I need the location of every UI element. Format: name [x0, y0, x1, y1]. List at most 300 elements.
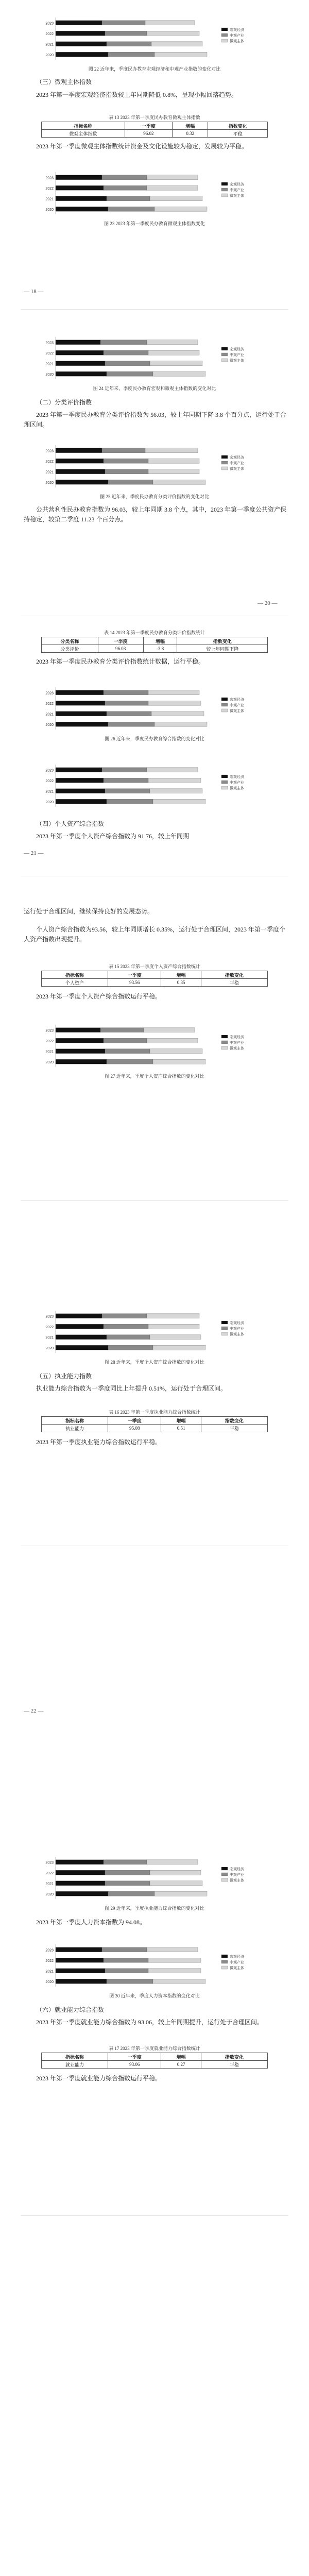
- bar-segment: [147, 1038, 198, 1043]
- bar-segment: [148, 701, 201, 705]
- chart-1: [41, 15, 268, 62]
- legend-swatch: [221, 1960, 228, 1963]
- bar-segment: [56, 361, 105, 366]
- table-row: [42, 130, 268, 138]
- legend-label: 中观产业: [230, 1873, 244, 1877]
- legend-swatch: [221, 1035, 228, 1038]
- table-header-cell: 指标名称: [42, 971, 108, 979]
- y-tick-label: 2023: [45, 1861, 54, 1865]
- bar-segment: [147, 340, 198, 345]
- chart-7: [41, 1023, 268, 1069]
- table-5: [41, 2053, 268, 2069]
- legend-label: 宏观经济: [230, 1955, 244, 1959]
- page-divider: [21, 1200, 288, 1201]
- y-tick-label: 2021: [45, 1336, 54, 1340]
- legend-swatch: [221, 1873, 228, 1876]
- table-header-cell: 增幅: [161, 2053, 201, 2061]
- stacked-bar-chart: [41, 443, 268, 489]
- page-number: — 22 —: [24, 1708, 44, 1714]
- paragraph: 2023 年第一季度执业能力综合指数运行平稳。: [36, 1438, 162, 1446]
- bar-segment: [56, 1860, 104, 1865]
- bar-segment: [56, 1891, 108, 1896]
- bar-segment: [56, 1038, 104, 1043]
- legend-swatch: [221, 1327, 228, 1330]
- y-tick-label: 2023: [45, 1029, 54, 1033]
- bar-segment: [56, 175, 102, 180]
- paragraph: 公共营利性民办教育指数为 96.03，较上年同期 3.8 个点，其中，2023 年第一季度公共资产保持稳定，较第二季度 11.23 个百分点。: [24, 506, 287, 523]
- legend-label: 中观产业: [230, 461, 244, 465]
- paragraph: 2023 年第一季度个人资产综合指数运行平稳。: [36, 993, 162, 1000]
- bar-segment: [150, 1881, 202, 1886]
- bar-segment: [107, 196, 150, 201]
- table-5-title: 表 17 2023 年第一季度就业能力综合指数统计: [109, 2046, 200, 2051]
- table-cell: 平稳: [201, 1425, 267, 1432]
- table-header-cell: 一季度: [108, 2053, 161, 2061]
- bar-segment: [56, 42, 107, 46]
- table-header-cell: 一季度: [108, 1417, 161, 1425]
- y-tick-label: 2020: [45, 1892, 54, 1896]
- bar-segment: [104, 350, 148, 355]
- bar-segment: [56, 1049, 105, 1054]
- bar-segment: [154, 1891, 207, 1896]
- bar-segment: [108, 722, 154, 726]
- y-tick-label: 2021: [45, 470, 54, 474]
- bar-segment: [56, 1345, 108, 1350]
- bar-segment: [104, 459, 148, 463]
- bar-segment: [147, 1860, 198, 1865]
- bar-segment: [56, 1947, 102, 1952]
- y-tick-label: 2021: [45, 1970, 54, 1974]
- table-4-title: 表 16 2023 年第一季度执业能力综合指数统计: [109, 1410, 200, 1415]
- legend-label: 微观主体: [230, 194, 244, 198]
- bar-segment: [56, 459, 104, 463]
- page-number: — 18 —: [24, 289, 44, 295]
- paragraph: 2023 年第一季度人力资本指数为 94.08。: [36, 1919, 146, 1926]
- bar-segment: [148, 1958, 201, 1962]
- legend-label: 中观产业: [230, 188, 244, 192]
- section-heading: （四）个人资产综合指数: [36, 820, 105, 827]
- legend-swatch: [221, 698, 228, 701]
- section-heading: （五）执业能力指数: [36, 1372, 92, 1380]
- bar-segment: [153, 1345, 205, 1350]
- paragraph: 2023 年第一季度就业能力综合指数为 93.06，较上年同期提升，运行处于合理区间。: [36, 2019, 264, 2026]
- table-cell: 就业能力: [42, 2061, 108, 2069]
- y-tick-label: 2022: [45, 1325, 54, 1329]
- bar-segment: [56, 480, 108, 484]
- legend-swatch: [221, 461, 228, 464]
- legend-label: 微观主体: [230, 359, 244, 363]
- chart-9-caption: 图 29 近年来，季度执业能力综合指数的变化对比: [105, 1906, 204, 1911]
- chart-5: [41, 685, 268, 732]
- legend-swatch: [221, 1878, 228, 1882]
- stacked-bar-chart: [41, 170, 268, 216]
- section-heading: （六）就业能力综合指数: [36, 2006, 105, 2013]
- chart-8-caption: 图 28 近年来，季度个人资产综合指数的变化对比: [105, 1360, 204, 1365]
- table-cell: 个人资产: [42, 979, 108, 987]
- bar-segment: [104, 778, 148, 783]
- bar-segment: [144, 1028, 195, 1032]
- bar-segment: [100, 1028, 144, 1032]
- bar-segment: [145, 448, 198, 453]
- table-header-cell: 指标名称: [42, 1417, 108, 1425]
- bar-segment: [56, 778, 104, 783]
- bar-segment: [104, 1038, 147, 1043]
- bar-segment: [107, 711, 151, 716]
- table-header-cell: 指数变化: [177, 637, 268, 645]
- table-header-cell: 指标名称: [42, 2053, 108, 2061]
- table-row: [42, 979, 268, 987]
- chart-7-caption: 图 27 近年来，季度个人资产综合指数的变化对比: [105, 1074, 204, 1079]
- bar-segment: [56, 1870, 105, 1875]
- bar-segment: [105, 1881, 150, 1886]
- table-cell: 分类评价: [42, 645, 98, 653]
- bar-segment: [56, 1881, 105, 1886]
- legend-label: 宏观经济: [230, 28, 244, 32]
- chart-6: [41, 762, 268, 809]
- y-tick-label: 2022: [45, 351, 54, 355]
- bar-segment: [147, 175, 198, 180]
- bar-segment: [107, 1335, 150, 1340]
- bar-segment: [147, 1314, 199, 1318]
- paragraph: 2023 年第一季度民办教育分类评价指数为 56.03，较上年同期下降 3.8 个百分点，运行处于合理区间。: [24, 411, 287, 428]
- table-2-title: 表 14 2023 年第一季度民办教育分类评价指数统计: [104, 630, 205, 635]
- legend-label: 宏观经济: [230, 1035, 244, 1039]
- bar-segment: [56, 1028, 100, 1032]
- bar-segment: [56, 371, 107, 376]
- bar-segment: [148, 690, 199, 695]
- y-tick-label: 2021: [45, 43, 54, 47]
- table-header-cell: 增幅: [161, 1417, 201, 1425]
- table-header-cell: 一季度: [98, 637, 143, 645]
- table-row: [42, 2061, 268, 2069]
- bar-segment: [56, 711, 107, 716]
- bar-segment: [154, 722, 207, 726]
- table-cell: 0.35: [161, 979, 201, 987]
- chart-2: [41, 170, 268, 216]
- table-header-cell: 一季度: [125, 122, 172, 130]
- chart-10: [41, 1942, 268, 1989]
- bar-segment: [108, 52, 154, 57]
- y-tick-label: 2022: [45, 32, 54, 36]
- bar-segment: [100, 340, 147, 345]
- paragraph: 个人资产综合指数为93.56，较上年同期增长 0.35%，运行处于合理区间，2023 年第一季度个人资产指数出现提升。: [24, 926, 285, 943]
- bar-segment: [56, 469, 105, 474]
- bar-segment: [56, 1958, 104, 1962]
- stacked-bar-chart: [41, 335, 268, 381]
- bar-segment: [147, 31, 199, 36]
- y-tick-label: 2023: [45, 449, 54, 453]
- y-tick-label: 2022: [45, 460, 54, 464]
- y-tick-label: 2023: [45, 1948, 54, 1953]
- table-header-cell: 分类名称: [42, 637, 98, 645]
- bar-segment: [105, 1870, 150, 1875]
- y-tick-label: 2020: [45, 723, 54, 727]
- bar-segment: [102, 448, 145, 453]
- legend-label: 中观产业: [230, 1041, 244, 1045]
- stacked-bar-chart: [41, 1023, 268, 1069]
- bar-segment: [56, 1059, 107, 1064]
- legend-label: 微观主体: [230, 39, 244, 43]
- legend-swatch: [221, 1332, 228, 1335]
- y-tick-label: 2021: [45, 362, 54, 366]
- bar-segment: [56, 196, 107, 201]
- bar-segment: [147, 768, 198, 772]
- section-heading: （二）分类评价指数: [36, 399, 92, 406]
- bar-segment: [108, 207, 154, 211]
- table-cell: 0.51: [161, 1425, 201, 1432]
- chart-4: [41, 443, 268, 489]
- stacked-bar-chart: [41, 1942, 268, 1989]
- bar-segment: [145, 21, 195, 25]
- chart-5-caption: 图 26 近年来，季度民办教育综合指数的变化对比: [105, 736, 204, 741]
- bar-segment: [105, 1049, 150, 1054]
- legend-label: 宏观经济: [230, 455, 244, 460]
- legend-label: 微观主体: [230, 1046, 244, 1050]
- bar-segment: [56, 52, 108, 57]
- table-header-cell: 一季度: [108, 971, 161, 979]
- bar-segment: [150, 789, 202, 793]
- table-cell: 93.56: [108, 979, 161, 987]
- y-tick-label: 2021: [45, 1882, 54, 1886]
- y-tick-label: 2023: [45, 176, 54, 180]
- table-1-title: 表 13 2023 年第一季度民办教育微观主体指数: [109, 115, 200, 120]
- table-header-cell: 指数变化: [201, 1417, 267, 1425]
- legend-label: 中观产业: [230, 781, 244, 785]
- y-tick-label: 2022: [45, 779, 54, 783]
- table-cell: 96.03: [98, 645, 143, 653]
- y-tick-label: 2023: [45, 341, 54, 345]
- bar-segment: [147, 1947, 198, 1952]
- bar-segment: [150, 361, 202, 366]
- bar-segment: [56, 1969, 105, 1973]
- legend-swatch: [221, 786, 228, 789]
- legend-swatch: [221, 781, 228, 784]
- bar-segment: [104, 1860, 147, 1865]
- legend-label: 微观主体: [230, 1966, 244, 1970]
- bar-segment: [148, 778, 201, 783]
- paragraph: 执业能力综合指数为一季度同比上年提升 0.51%，运行处于合理区间。: [36, 1385, 227, 1392]
- paragraph: 2023 年第一季度就业能力综合指数运行平稳。: [36, 2075, 162, 2082]
- table-2: [41, 637, 268, 653]
- chart-4-caption: 图 25 近年来，季度民办教育分类评价指数的变化对比: [100, 494, 209, 499]
- bar-segment: [56, 185, 104, 190]
- bar-segment: [107, 1059, 153, 1064]
- legend-label: 宏观经济: [230, 1867, 244, 1871]
- table-cell: 平稳: [201, 2061, 267, 2069]
- bar-segment: [56, 350, 104, 355]
- bar-segment: [104, 690, 148, 695]
- table-cell: 较上年同期下降: [177, 645, 268, 653]
- stacked-bar-chart: [41, 762, 268, 809]
- bar-segment: [56, 722, 108, 726]
- y-tick-label: 2022: [45, 1871, 54, 1875]
- bar-segment: [150, 1049, 202, 1054]
- bar-segment: [148, 1969, 201, 1973]
- legend-swatch: [221, 1966, 228, 1969]
- legend-swatch: [221, 353, 228, 356]
- table-cell: 95.08: [108, 1425, 161, 1432]
- paragraph: 2023 年第一季度宏观经济指数较上年同期降低 0.8%，呈现小幅回落趋势。: [36, 91, 237, 98]
- bar-segment: [102, 1947, 147, 1952]
- table-cell: 93.06: [108, 2061, 161, 2069]
- bar-segment: [105, 1969, 148, 1973]
- y-tick-label: 2022: [45, 702, 54, 706]
- chart-2-caption: 图 23 2023 年第一季度民办教育微观主体指数变化: [104, 221, 205, 226]
- legend-label: 微观主体: [230, 467, 244, 471]
- legend-swatch: [221, 775, 228, 778]
- legend-swatch: [221, 467, 228, 470]
- bar-segment: [56, 1314, 102, 1318]
- bar-segment: [104, 1324, 148, 1329]
- table-header-cell: 增幅: [161, 971, 201, 979]
- stacked-bar-chart: [41, 685, 268, 732]
- bar-segment: [147, 185, 198, 190]
- bar-segment: [151, 711, 204, 716]
- bar-segment: [56, 1324, 104, 1329]
- y-tick-label: 2020: [45, 208, 54, 212]
- chart-9: [41, 1855, 268, 1901]
- bar-segment: [56, 690, 104, 695]
- y-tick-label: 2023: [45, 1315, 54, 1319]
- bar-segment: [108, 480, 153, 484]
- page-divider: [21, 2215, 288, 2216]
- chart-10-caption: 图 30 近年来，季度人力资本指数的变化对比: [109, 1993, 200, 1998]
- bar-segment: [153, 799, 205, 804]
- table-3-title: 表 15 2023 年第一季度个人资产综合指数统计: [109, 964, 200, 969]
- table-cell: 平稳: [201, 979, 267, 987]
- bar-segment: [102, 21, 145, 25]
- bar-segment: [105, 361, 150, 366]
- legend-label: 微观主体: [230, 1878, 244, 1883]
- legend-swatch: [221, 182, 228, 185]
- legend-label: 微观主体: [230, 786, 244, 790]
- table-header-cell: 指标名称: [42, 122, 125, 130]
- bar-segment: [148, 1324, 199, 1329]
- y-tick-label: 2022: [45, 1959, 54, 1963]
- legend-swatch: [221, 359, 228, 362]
- bar-segment: [102, 768, 147, 772]
- legend-label: 宏观经济: [230, 698, 244, 702]
- bar-segment: [56, 789, 105, 793]
- bar-segment: [148, 469, 199, 474]
- table-cell: 执业能力: [42, 1425, 108, 1432]
- legend-label: 中观产业: [230, 33, 244, 38]
- bar-segment: [104, 185, 147, 190]
- bar-segment: [153, 480, 205, 484]
- bar-segment: [56, 1335, 107, 1340]
- y-tick-label: 2020: [45, 372, 54, 377]
- bar-segment: [153, 371, 205, 376]
- legend-swatch: [221, 194, 228, 197]
- bar-segment: [56, 799, 107, 804]
- y-tick-label: 2022: [45, 187, 54, 191]
- y-tick-label: 2021: [45, 713, 54, 717]
- legend-swatch: [221, 28, 228, 31]
- table-header-cell: 指数变化: [201, 2053, 267, 2061]
- bar-segment: [105, 31, 147, 36]
- table-cell: 平稳: [208, 130, 268, 138]
- legend-label: 微观主体: [230, 709, 244, 713]
- stacked-bar-chart: [41, 1309, 268, 1355]
- legend-label: 宏观经济: [230, 775, 244, 779]
- legend-swatch: [221, 1867, 228, 1870]
- stacked-bar-chart: [41, 1855, 268, 1901]
- legend-swatch: [221, 703, 228, 706]
- bar-segment: [107, 42, 151, 46]
- paragraph: 运行处于合理区间，继续保持良好的发展态势。: [24, 908, 154, 915]
- bar-segment: [107, 799, 153, 804]
- y-tick-label: 2020: [45, 1346, 54, 1350]
- chart-3-caption: 图 24 近年来，季度民办教育宏观和微观主体指数的变化对比: [93, 386, 216, 391]
- table-header-cell: 指数变化: [208, 122, 268, 130]
- legend-swatch: [221, 1955, 228, 1958]
- y-tick-label: 2021: [45, 790, 54, 794]
- bar-segment: [56, 448, 102, 453]
- bar-segment: [150, 1870, 201, 1875]
- page-number: — 20 —: [258, 600, 278, 606]
- bar-segment: [56, 768, 102, 772]
- y-tick-label: 2020: [45, 53, 54, 57]
- table-header-cell: 指数变化: [201, 971, 267, 979]
- y-tick-label: 2023: [45, 769, 54, 773]
- table-4: [41, 1416, 268, 1432]
- legend-label: 中观产业: [230, 1327, 244, 1331]
- legend-swatch: [221, 455, 228, 459]
- legend-label: 微观主体: [230, 1332, 244, 1336]
- legend-label: 宏观经济: [230, 1321, 244, 1325]
- legend-swatch: [221, 1046, 228, 1049]
- table-3: [41, 971, 268, 987]
- chart-3: [41, 335, 268, 381]
- bar-segment: [154, 52, 207, 57]
- bar-segment: [102, 175, 147, 180]
- bar-segment: [56, 31, 105, 36]
- table-cell: 微观主体指数: [42, 130, 125, 138]
- legend-swatch: [221, 188, 228, 191]
- chart-8: [41, 1309, 268, 1355]
- bar-segment: [56, 1979, 107, 1984]
- bar-segment: [153, 1059, 205, 1064]
- y-tick-label: 2020: [45, 1980, 54, 1984]
- bar-segment: [56, 701, 105, 705]
- table-cell: 0.27: [161, 2061, 201, 2069]
- table-row: [42, 1425, 268, 1432]
- legend-swatch: [221, 1041, 228, 1044]
- bar-segment: [153, 1979, 205, 1984]
- bar-segment: [105, 789, 150, 793]
- y-tick-label: 2021: [45, 1050, 54, 1054]
- stacked-bar-chart: [41, 15, 268, 62]
- y-tick-label: 2022: [45, 1039, 54, 1043]
- table-cell: 0.32: [173, 130, 208, 138]
- chart-1-caption: 图 22 近年来，季度民办教育宏观经济和中观产业指数的变化对比: [88, 66, 221, 72]
- y-tick-label: 2023: [45, 691, 54, 696]
- page-number: — 21 —: [24, 850, 44, 856]
- y-tick-label: 2020: [45, 1060, 54, 1064]
- legend-label: 宏观经济: [230, 182, 244, 187]
- bar-segment: [107, 371, 153, 376]
- legend-label: 中观产业: [230, 353, 244, 357]
- legend-swatch: [221, 709, 228, 712]
- bar-segment: [108, 1345, 153, 1350]
- table-header-cell: 增幅: [143, 637, 177, 645]
- bar-segment: [56, 207, 108, 211]
- bar-segment: [107, 1979, 153, 1984]
- bar-segment: [104, 1958, 148, 1962]
- bar-segment: [105, 701, 148, 705]
- bar-segment: [150, 1335, 201, 1340]
- table-1: [41, 122, 268, 138]
